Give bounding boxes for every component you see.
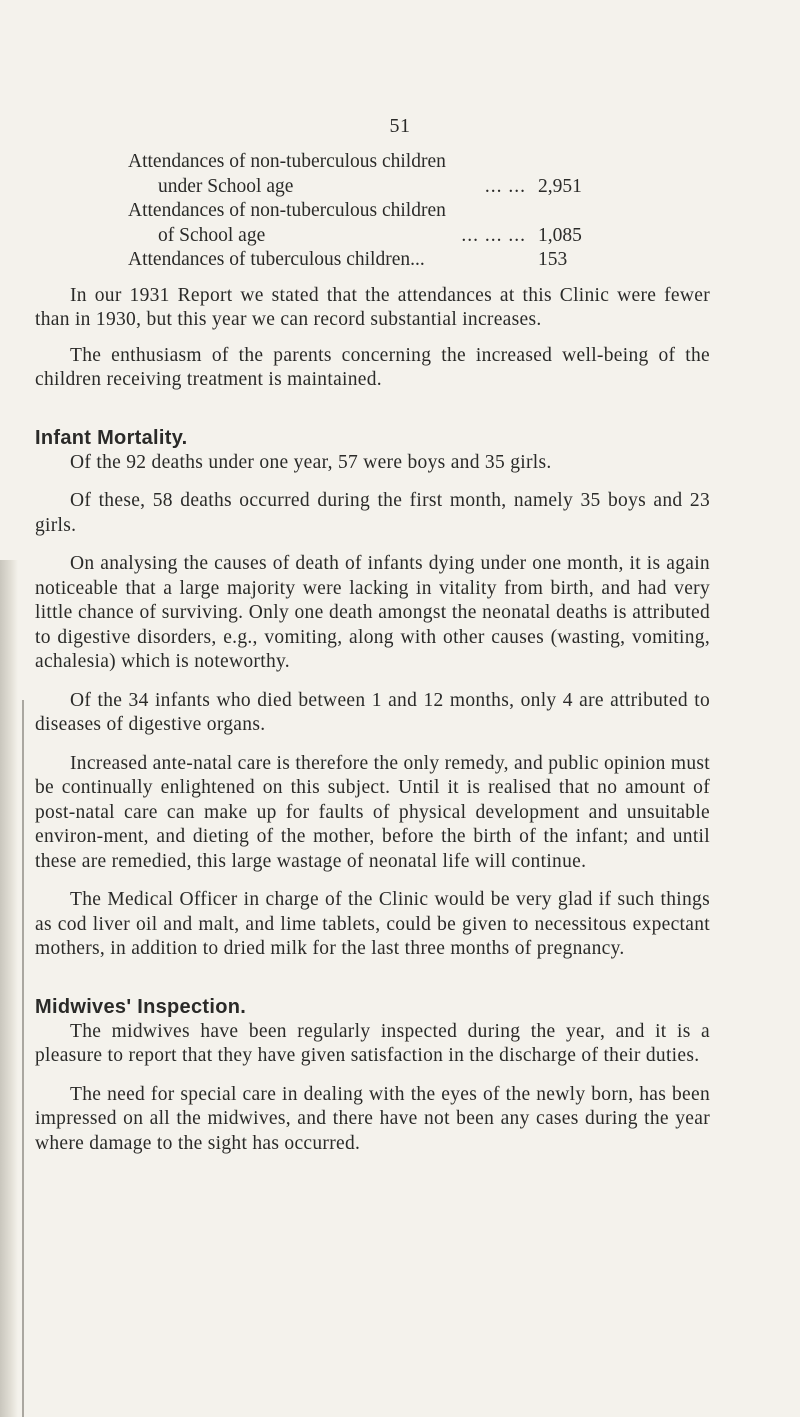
attendance-label: Attendances of non-tuberculous children — [128, 151, 446, 172]
paragraph: The Medical Officer in charge of the Clinic would be very glad if such things as cod liver oil and malt, and lime tablets, could be given to necessitous expectant mothers, in addition to dried milk for the last three months of pregnancy. — [35, 889, 710, 959]
page-content — [35, 150, 710, 1156]
attendance-label: Attendances of tuberculous children... — [128, 249, 425, 270]
attendance-sublabel: under School age — [158, 175, 294, 197]
attendance-label: Attendances of non-tuberculous children — [128, 200, 446, 221]
leader-dots: ... ... — [484, 175, 526, 197]
paragraph: On analysing the causes of death of infants dying under one month, it is again noticeable that a large majority were lacking in vitality from birth, and had very little chance of surviving. Only one death amongst the neonatal deaths is attributed to digestive disorders, e.g., vomiting, along with other causes (wasting, vomiting, achalesia) which is noteworthy. — [35, 553, 710, 672]
paragraph: The need for special care in dealing with the eyes of the newly born, has been impressed on all the midwives, and there have not been any cases during the year where damage to the sight has occurred. — [35, 1083, 710, 1154]
paragraph: Of the 92 deaths under one year, 57 were boys and 35 girls. — [70, 451, 552, 473]
attendance-value: 2,951 — [538, 175, 582, 197]
attendance-value: 153 — [538, 249, 568, 270]
paragraph: Of these, 58 deaths occurred during the first month, namely 35 boys and 23 girls. — [35, 490, 710, 536]
paragraph: Increased ante-natal care is therefore the only remedy, and public opinion must be continually enlightened on this subject. Until it is realised that no amount of post-natal care can make up for faults of physical development and unsuitable environ-ment, and dieting of the mother, before the birth of the infant; and until these are remedied, this large wastage of neonatal life will continue. — [35, 752, 710, 872]
page-number: 51 — [389, 115, 411, 137]
paragraph: Of the 34 infants who died between 1 and 12 months, only 4 are attributed to diseases of digestive organs. — [35, 689, 710, 735]
attendance-value: 1,085 — [538, 224, 582, 246]
section-heading-infant-mortality: Infant Mortality. — [35, 426, 188, 449]
binding-edge — [22, 700, 24, 1417]
attendance-stat-school-age — [128, 199, 598, 248]
attendance-stat-under-school-age — [128, 150, 598, 199]
paragraph: The enthusiasm of the parents concerning the increased well-being of the children receiving treatment is maintained. — [35, 344, 710, 390]
paragraph: In our 1931 Report we stated that the attendances at this Clinic were fewer than in 1930, but this year we can record substantial increases. — [35, 284, 710, 330]
paragraph: The midwives have been regularly inspected during the year, and it is a pleasure to report that they have given satisfaction in the discharge of their duties. — [35, 1020, 710, 1066]
leader-dots: ... ... ... — [461, 224, 526, 246]
section-heading-midwives-inspection: Midwives' Inspection. — [35, 995, 247, 1018]
attendance-stat-tuberculous — [128, 248, 598, 273]
attendance-sublabel: of School age — [158, 224, 266, 246]
binding-shadow — [0, 560, 18, 1417]
